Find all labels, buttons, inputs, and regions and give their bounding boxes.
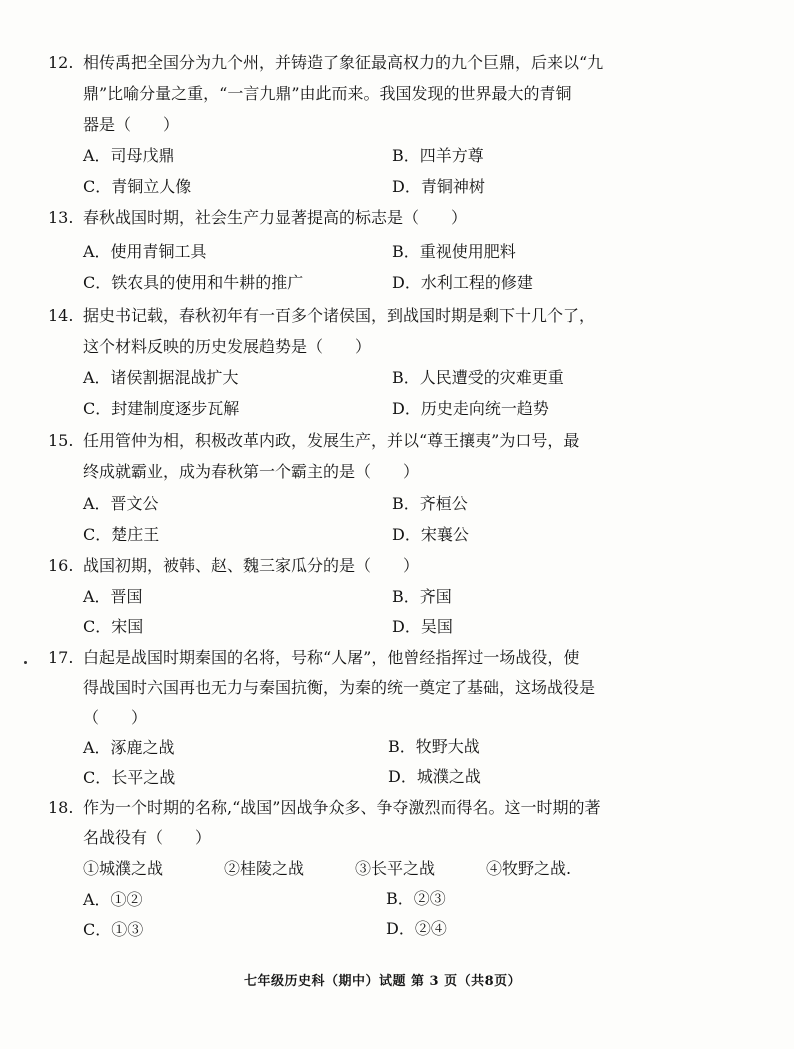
question-12-text-line-2: 鼎”比喻分量之重，“一言九鼎”由此而来。我国发现的世界最大的青铜 — [83, 84, 572, 103]
question-15-option-a: A．晋文公 — [83, 494, 159, 513]
question-18-number: 18. — [48, 798, 74, 817]
question-17-option-c: C．长平之战 — [83, 768, 176, 787]
question-13-text-line-1: 春秋战国时期，社会生产力显著提高的标志是（ ） — [83, 208, 468, 227]
page-footer: 七年级历史科（期中）试题 第 3 页（共8页） — [244, 974, 522, 989]
question-17-option-b: B．牧野大战 — [388, 737, 480, 756]
question-15-text-line-2: 终成就霸业，成为春秋第一个霸主的是（ ） — [83, 462, 420, 481]
question-18-option-d: D．②④ — [386, 919, 447, 938]
question-13-option-b: B．重视使用肥料 — [392, 242, 516, 261]
question-18-item-2: ②桂陵之战 — [224, 859, 305, 878]
question-16-option-a: A．晋国 — [83, 587, 143, 606]
question-13-option-c: C．铁农具的使用和牛耕的推广 — [83, 273, 304, 292]
question-12-option-a: A．司母戊鼎 — [83, 146, 175, 165]
question-17-number: 17. — [48, 648, 74, 667]
question-16-text-line-1: 战国初期，被韩、赵、魏三家瓜分的是（ ） — [83, 556, 420, 575]
question-12-option-b: B．四羊方尊 — [392, 146, 484, 165]
question-17-text-line-1: 白起是战国时期秦国的名将，号称“人屠”，他曾经指挥过一场战役，使 — [83, 648, 580, 667]
question-12-option-d: D．青铜神树 — [392, 177, 485, 196]
question-14-option-c: C．封建制度逐步瓦解 — [83, 399, 240, 418]
question-15-option-d: D．宋襄公 — [392, 525, 469, 544]
scan-speck — [24, 661, 27, 664]
question-13-number: 13. — [48, 208, 74, 227]
question-15-option-b: B．齐桓公 — [392, 494, 468, 513]
question-18-item-1: ①城濮之战 — [83, 859, 164, 878]
question-18-text-line-1: 作为一个时期的名称,“战国”因战争众多、争夺激烈而得名。这一时期的著 — [83, 798, 601, 817]
question-12-text-line-3: 器是（ ） — [83, 115, 180, 134]
question-18-text-line-2: 名战役有（ ） — [83, 828, 212, 847]
question-14-text-line-2: 这个材料反映的历史发展趋势是（ ） — [83, 337, 372, 356]
question-18-option-b: B．②③ — [386, 889, 446, 908]
question-12-option-c: C．青铜立人像 — [83, 177, 192, 196]
question-18-option-a: A．①② — [83, 890, 143, 909]
question-16-option-c: C．宋国 — [83, 617, 144, 636]
question-15-text-line-1: 任用管仲为相，积极改革内政，发展生产，并以“尊王攘夷”为口号，最 — [83, 431, 580, 450]
question-15-number: 15. — [48, 431, 74, 450]
question-12-text-line-1: 相传禹把全国分为九个州，并铸造了象征最高权力的九个巨鼎，后来以“九 — [83, 53, 604, 72]
question-17-option-d: D．城濮之战 — [388, 767, 481, 786]
question-12-number: 12. — [48, 53, 74, 72]
question-18-item-3: ③长平之战 — [355, 859, 436, 878]
question-17-text-line-3: （ ） — [83, 708, 148, 727]
question-18-item-4: ④牧野之战. — [486, 859, 572, 878]
question-14-text-line-1: 据史书记载，春秋初年有一百多个诸侯国，到战国时期是剩下十几个了， — [83, 306, 596, 325]
question-18-option-c: C．①③ — [83, 920, 144, 939]
question-13-option-a: A．使用青铜工具 — [83, 242, 207, 261]
question-16-option-d: D．吴国 — [392, 617, 453, 636]
question-14-number: 14. — [48, 306, 74, 325]
question-16-option-b: B．齐国 — [392, 587, 452, 606]
question-15-option-c: C．楚庄王 — [83, 525, 160, 544]
question-14-option-d: D．历史走向统一趋势 — [392, 399, 549, 418]
question-16-number: 16. — [48, 556, 74, 575]
question-17-text-line-2: 得战国时六国再也无力与秦国抗衡，为秦的统一奠定了基础，这场战役是 — [83, 678, 596, 697]
question-14-option-b: B．人民遭受的灾难更重 — [392, 368, 564, 387]
question-17-option-a: A．涿鹿之战 — [83, 738, 175, 757]
question-14-option-a: A．诸侯割据混战扩大 — [83, 368, 239, 387]
question-13-option-d: D．水利工程的修建 — [392, 273, 533, 292]
